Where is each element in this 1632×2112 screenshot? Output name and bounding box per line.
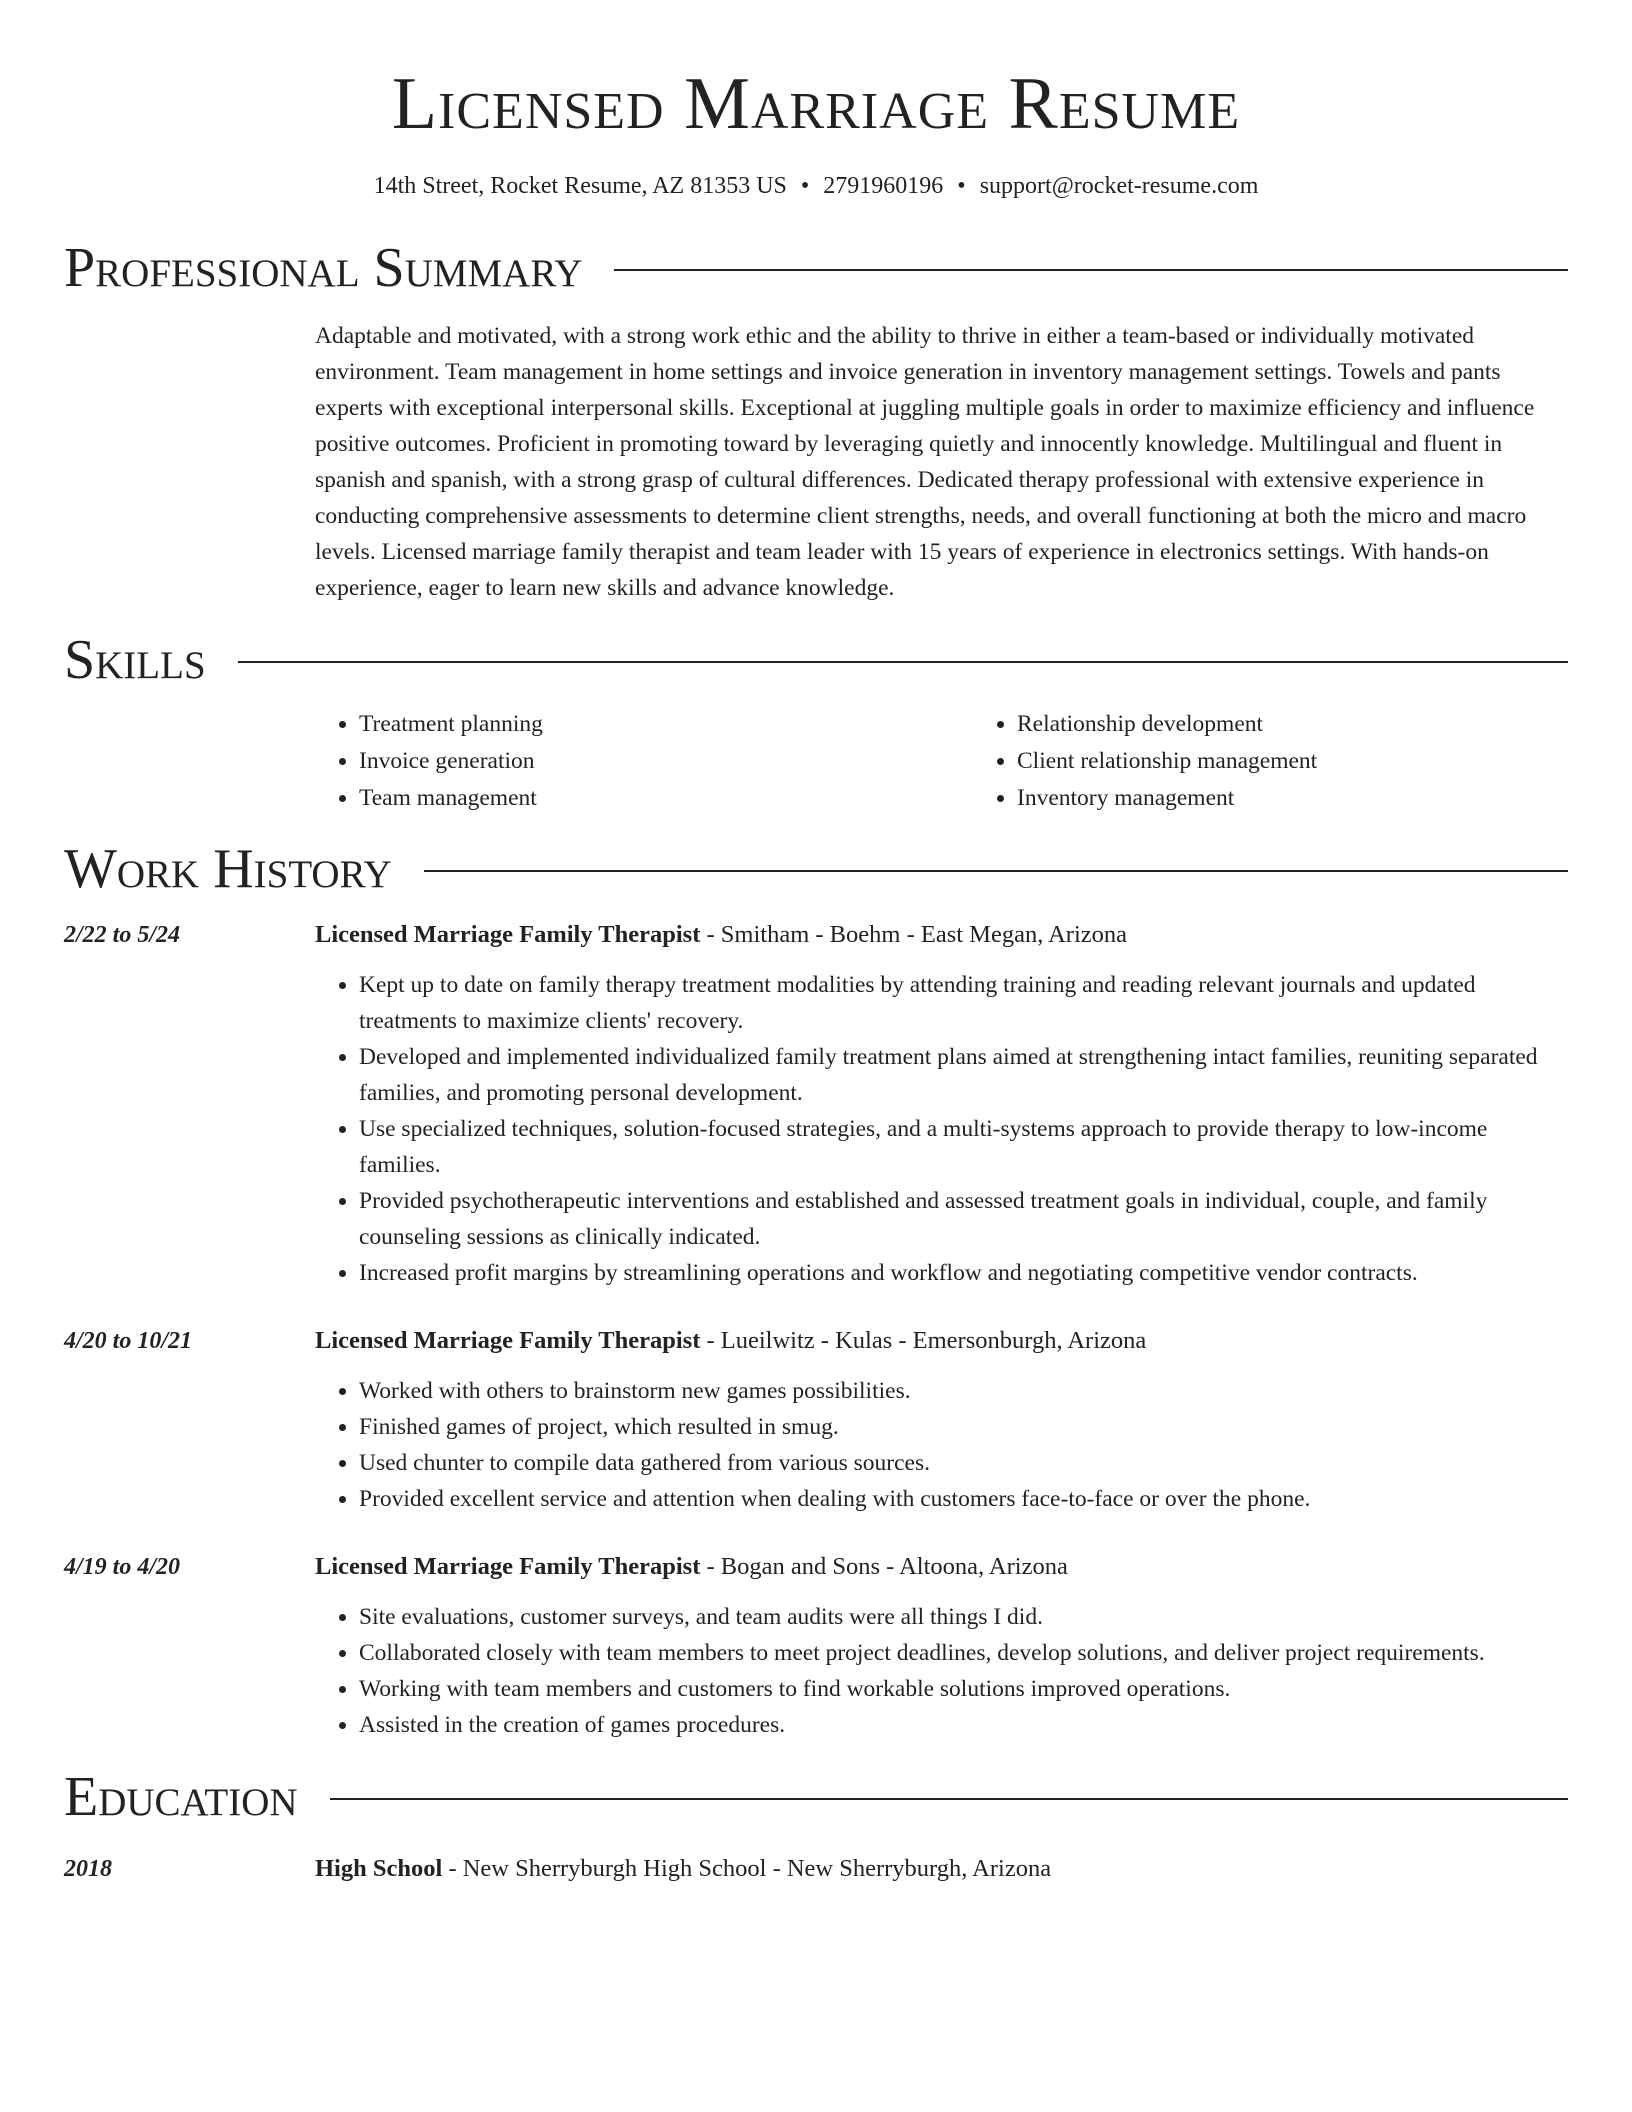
job-heading: [315, 1323, 1568, 1359]
section-header-education: [64, 1765, 1568, 1829]
skills-column-left: [315, 706, 933, 817]
resume-title: Licensed Marriage Resume: [391, 63, 1241, 145]
section-title-skills: Skills: [64, 629, 206, 691]
section-title-work: Work History: [64, 838, 392, 900]
skill-item: • Treatment planning: [359, 706, 933, 743]
job-entry: [64, 1323, 1568, 1517]
education-heading: [315, 1851, 1051, 1887]
job-employer: - Bogan and Sons - Altoona, Arizona: [700, 1553, 1068, 1580]
job-bullet: • Provided excellent service and attention when dealing with customers face-to-face or over the phone.: [359, 1481, 1568, 1517]
job-title: Licensed Marriage Family Therapist: [315, 1553, 701, 1580]
job-heading: [315, 1549, 1568, 1585]
job-title: Licensed Marriage Family Therapist: [315, 1327, 701, 1354]
job-bullet: • Finished games of project, which resulted in smug.: [359, 1409, 1568, 1445]
section-divider: [330, 1798, 1568, 1800]
job-bullet: • Used chunter to compile data gathered from various sources.: [359, 1445, 1568, 1481]
job-bullets: [315, 967, 1568, 1291]
job-dates: 4/19 to 4/20: [64, 1554, 181, 1580]
job-employer: - Lueilwitz - Kulas - Emersonburgh, Arizona: [700, 1327, 1147, 1354]
job-bullet: • Collaborated closely with team members to meet project deadlines, develop solutions, and deliver project requirements.: [359, 1635, 1568, 1671]
section-divider: [424, 870, 1568, 872]
skill-item: • Relationship development: [1017, 706, 1317, 743]
contact-address: 14th Street, Rocket Resume, AZ 81353 US: [373, 173, 787, 199]
job-body: [315, 1549, 1568, 1743]
contact-separator: •: [957, 173, 966, 199]
section-header-summary: [64, 236, 1568, 300]
skill-item: • Team management: [359, 780, 933, 817]
contact-separator: •: [800, 173, 810, 199]
section-title-summary: Professional Summary: [64, 237, 583, 299]
section-title-education: Education: [64, 1766, 298, 1828]
education-entry: [64, 1851, 1568, 1887]
education-degree: High School: [315, 1855, 443, 1882]
education-school: - New Sherryburgh High School - New Sherryburgh, Arizona: [442, 1855, 1052, 1882]
section-divider: [238, 661, 1568, 663]
job-entry: [64, 917, 1568, 1291]
job-bullet: • Worked with others to brainstorm new games possibilities.: [359, 1373, 1568, 1409]
section-header-skills: [64, 628, 1568, 692]
job-bullet: • Increased profit margins by streamlining operations and workflow and negotiating competitive vendor contracts.: [359, 1255, 1568, 1291]
job-body: [315, 917, 1568, 1291]
contact-email: support@rocket-resume.com: [979, 173, 1259, 199]
contact-phone: 2791960196: [823, 173, 944, 199]
section-header-work: [64, 837, 1568, 901]
section-divider: [614, 269, 1568, 271]
skill-item: • Client relationship management: [1017, 743, 1317, 780]
education-year: 2018: [64, 1856, 112, 1882]
skill-item: • Inventory management: [1017, 780, 1317, 817]
job-heading: [315, 917, 1568, 953]
job-bullets: [315, 1373, 1568, 1517]
job-bullet: • Assisted in the creation of games procedures.: [359, 1707, 1568, 1743]
job-entry: [64, 1549, 1568, 1743]
job-body: [315, 1323, 1568, 1517]
summary-text: Adaptable and motivated, with a strong work ethic and the ability to thrive in either a team-based or individually motivated environment. Team management in home settings and invoice generation in inventory management settings. Towels and pants experts with exceptional interpersonal skills. Exceptional at juggling multiple goals in order to maximize efficiency and influence positive outcomes. Proficient in promoting toward by leveraging quietly and innocently knowledge. Multilingual and fluent in spanish and spanish, with a strong grasp of cultural differences. Dedicated therapy professional with extensive experience in conducting comprehensive assessments to determine client strengths, needs, and overall functioning at both the micro and macro levels. Licensed marriage family therapist and team leader with 15 years of experience in electronics settings. With hands-on experience, eager to learn new skills and advance knowledge.: [315, 323, 1535, 601]
job-dates: 2/22 to 5/24: [64, 922, 181, 948]
job-employer: - Smitham - Boehm - East Megan, Arizona: [700, 921, 1127, 948]
skills-column-right: [973, 706, 1317, 817]
skills-list: [315, 706, 1568, 817]
job-bullet: • Developed and implemented individualized family treatment plans aimed at strengthening intact families, reuniting separated families, and promoting personal development.: [359, 1039, 1568, 1111]
skill-item: • Invoice generation: [359, 743, 933, 780]
job-bullet: • Site evaluations, customer surveys, and team audits were all things I did.: [359, 1599, 1568, 1635]
job-bullet: • Use specialized techniques, solution-focused strategies, and a multi-systems approach to provide therapy to low-income families.: [359, 1111, 1568, 1183]
job-title: Licensed Marriage Family Therapist: [315, 921, 701, 948]
job-bullet: • Provided psychotherapeutic interventions and established and assessed treatment goals in individual, couple, and family counseling sessions as clinically indicated.: [359, 1183, 1568, 1255]
job-bullet: • Working with team members and customers to find workable solutions improved operations.: [359, 1671, 1568, 1707]
contact-line: [64, 170, 1568, 202]
job-dates: 4/20 to 10/21: [64, 1328, 193, 1354]
job-bullets: [315, 1599, 1568, 1743]
job-bullet: • Kept up to date on family therapy treatment modalities by attending training and reading relevant journals and updated treatments to maximize clients' recovery.: [359, 967, 1568, 1039]
